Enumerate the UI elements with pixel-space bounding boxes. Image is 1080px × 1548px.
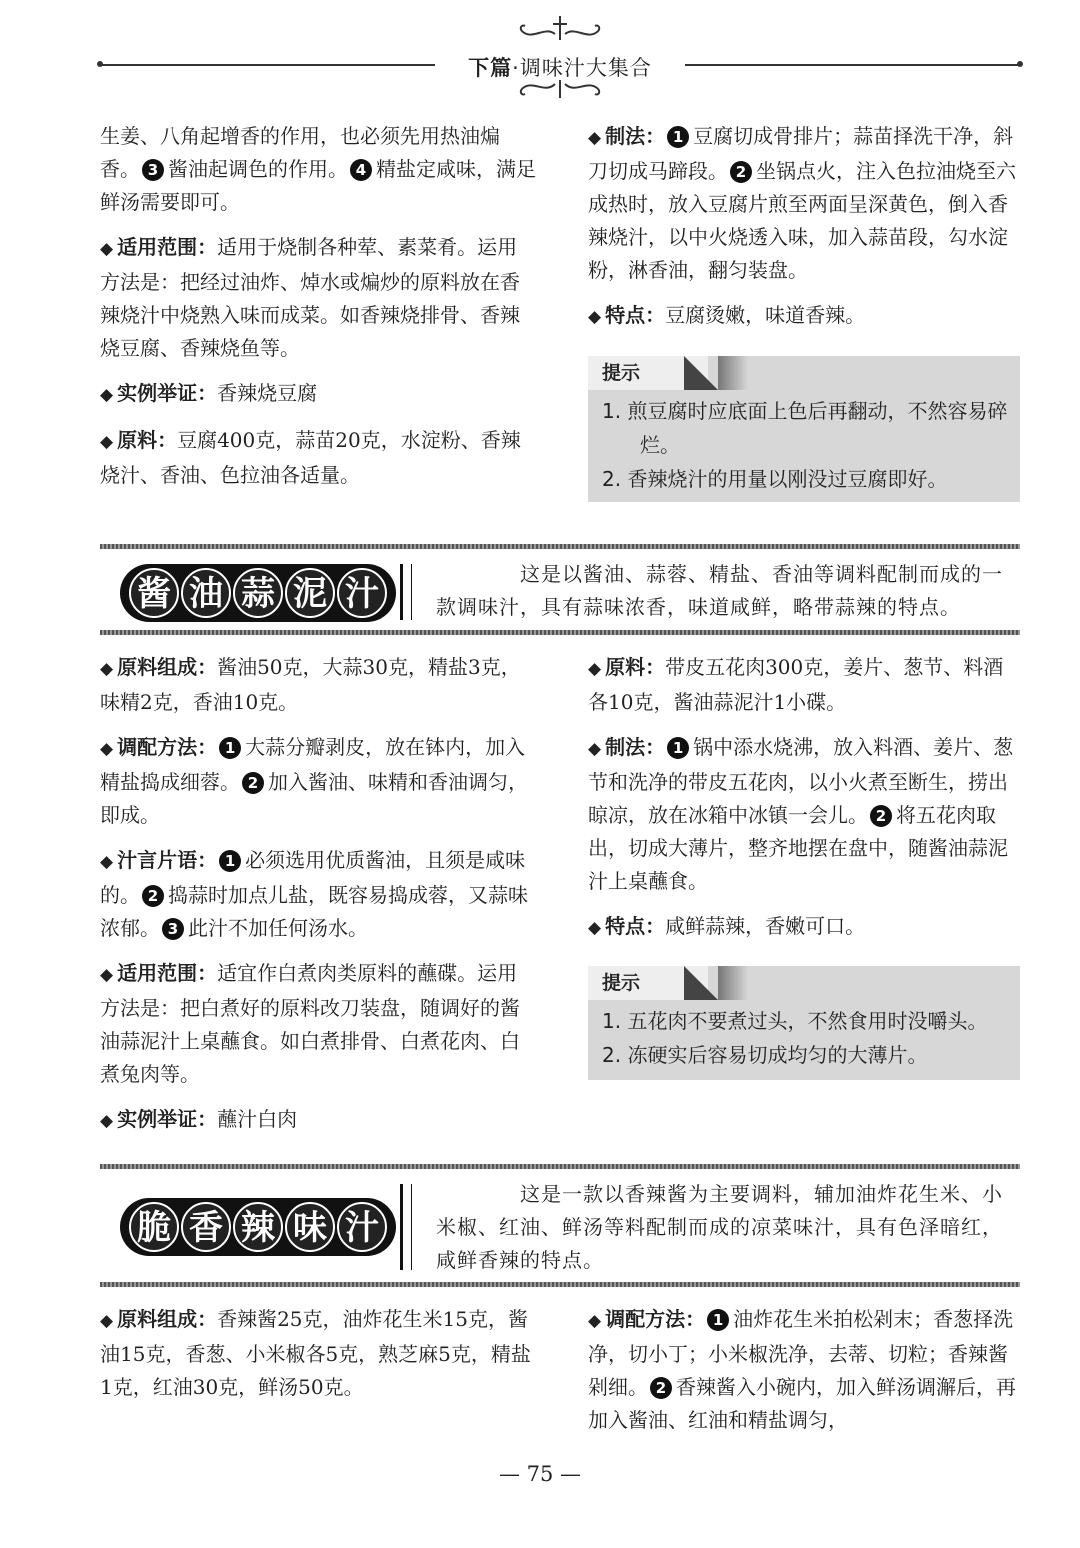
tip-item: 2. 香辣烧汁的用量以刚没过豆腐即好。 [602, 467, 948, 491]
diamond-icon: ◆ [100, 239, 114, 259]
sec1-left-column [100, 651, 536, 1150]
top-left-p1: 生姜、八角起增香的作用，也必须先用热油煸香。 3 酱油起调色的作用。 4 精盐定咸味，满足鲜汤需要即可。 [100, 124, 536, 214]
banner-rule-top [100, 1164, 1020, 1169]
banner-intro-1: 这是以酱油、蒜蓉、精盐、香油等调料配制而成的一款调味汁，具有蒜味浓香，味道咸鲜，略带蒜辣的特点。 [436, 562, 1003, 619]
number-badge-3: 3 [162, 918, 184, 940]
sec2-right-column [588, 1303, 1020, 1449]
tip-box-2 [588, 966, 1020, 1080]
tip-title: 提示 [588, 356, 708, 390]
number-badge-2: 2 [142, 885, 164, 907]
number-badge-1: 1 [707, 1309, 729, 1331]
ornament-top-icon [515, 14, 605, 44]
top-example: ◆ 实例举证：香辣烧豆腐 [100, 381, 318, 405]
sec1-composition: ◆ 原料组成：酱油50克，大蒜30克，精盐3克，味精2克，香油10克。 [100, 655, 521, 714]
banner-char: 酱 [129, 568, 179, 618]
sec1-mix-method: ◆ 调配方法： 1 大蒜分瓣剥皮，放在钵内，加入精盐捣成细蓉。 2 加入酱油、味精和香油调匀，即成。 [100, 735, 528, 827]
number-badge-2: 2 [242, 772, 264, 794]
banner-char: 汁 [337, 1202, 387, 1252]
diamond-icon: ◆ [588, 128, 602, 148]
sec1-method: ◆ 制法： 1 锅中添水烧沸，放入料酒、姜片、葱节和洗净的带皮五花肉，以小火煮至断生，捞出晾凉，放在冰箱中冰镇一会儿。 2 将五花肉取出，切成大薄片，整齐地摆在盘中，随酱油蒜泥汁上桌蘸食。 [588, 735, 1014, 893]
diamond-icon: ◆ [100, 852, 114, 872]
top-method: ◆ 制法： 1 豆腐切成骨排片；蒜苗择洗干净，斜刀切成马蹄段。 2 坐锅点火，注入色拉油烧至六成热时，放入豆腐片煎至两面呈深黄色，倒入香辣烧汁，以中火烧透入味，加入蒜苗段，勾水淀粉，淋香油，翻匀装盘。 [588, 124, 1016, 282]
tip-tab-wedge [684, 966, 718, 1000]
tip-item: 1. 煎豆腐时应底面上色后再翻动，不然容易碎烂。 [602, 399, 1008, 457]
top-left-column [100, 120, 536, 504]
banner-intro-2: 这是一款以香辣酱为主要调料，辅加油炸花生米、小米椒、红油、鲜汤等料配制而成的凉菜味汁，具有色泽暗红，咸鲜香辣的特点。 [436, 1182, 1003, 1272]
number-badge-3: 3 [142, 159, 164, 181]
tip-body [602, 1004, 1010, 1072]
banner-rule-bottom [100, 1282, 1020, 1287]
tip-item: 2. 冻硬实后容易切成均匀的大薄片。 [602, 1043, 928, 1067]
diamond-icon: ◆ [100, 1111, 114, 1131]
sec1-example: ◆ 实例举证：蘸汁白肉 [100, 1107, 298, 1131]
diamond-icon: ◆ [100, 739, 114, 759]
tip-tab-wedge [684, 356, 718, 390]
sec2-left-column [100, 1303, 536, 1416]
top-ingredients: ◆ 原料：豆腐400克，蒜苗20克，水淀粉、香辣烧汁、香油、色拉油各适量。 [100, 428, 521, 487]
number-badge-1: 1 [667, 126, 689, 148]
banner-char: 味 [285, 1202, 335, 1252]
header-title-text: 调味汁大集合 [519, 56, 652, 80]
banner-char: 泥 [285, 568, 335, 618]
banner-rule-bottom [100, 630, 1020, 635]
number-badge-4: 4 [350, 159, 372, 181]
top-scope: ◆ 适用范围：适用于烧制各种荤、素菜肴。运用方法是：把经过油炸、焯水或煸炒的原料放在香辣烧汁中烧熟入味而成菜。如香辣烧排骨、香辣烧豆腐、香辣烧鱼等。 [100, 235, 520, 360]
diamond-icon: ◆ [100, 432, 114, 452]
banner-rule-top [100, 544, 1020, 549]
top-feature: ◆ 特点：豆腐烫嫩，味道香辣。 [588, 303, 866, 327]
diamond-icon: ◆ [100, 385, 114, 405]
diamond-icon: ◆ [100, 659, 114, 679]
diamond-icon: ◆ [588, 1311, 602, 1331]
page-number: — 75 — [498, 1462, 582, 1486]
sec1-ingredients: ◆ 原料：带皮五花肉300克，姜片、葱节、料酒各10克，酱油蒜泥汁1小碟。 [588, 655, 1004, 714]
banner-char: 油 [181, 568, 231, 618]
banner-char: 汁 [337, 568, 387, 618]
diamond-icon: ◆ [588, 307, 602, 327]
header-part: 下篇 [468, 56, 513, 80]
header-dot: · [512, 56, 520, 80]
sec2-mix-method: ◆ 调配方法： 1 油炸花生米拍松剁末；香葱择洗净，切小丁；小米椒洗净，去蒂、切粒；香辣酱剁细。 2 香辣酱入小碗内，加入鲜汤调澥后，再加入酱油、红油和精盐调匀， [588, 1307, 1016, 1432]
ornament-bottom-icon [515, 76, 605, 102]
banner-title-2 [120, 1198, 396, 1256]
diamond-icon: ◆ [588, 918, 602, 938]
sec1-feature: ◆ 特点：咸鲜蒜辣，香嫩可口。 [588, 914, 866, 938]
sec1-scope: ◆ 适用范围：适宜作白煮肉类原料的蘸碟。运用方法是：把白煮好的原料改刀装盘，随调好的酱油蒜泥汁上桌蘸食。如白煮排骨、白煮花肉、白煮兔肉等。 [100, 961, 520, 1086]
tip-title: 提示 [588, 966, 708, 1000]
banner-divider [400, 564, 412, 620]
sec1-right-column [588, 651, 1020, 957]
sec2-composition: ◆ 原料组成：香辣酱25克，油炸花生米15克，酱油15克，香葱、小米椒各5克，熟芝麻5克，精盐1克，红油30克，鲜汤50克。 [100, 1307, 531, 1399]
tip-box-1 [588, 356, 1020, 502]
number-badge-2: 2 [870, 805, 892, 827]
section-banner-2 [100, 1164, 1020, 1288]
banner-char: 辣 [233, 1202, 283, 1252]
number-badge-1: 1 [219, 850, 241, 872]
banner-char: 脆 [129, 1202, 179, 1252]
section-banner-1 [100, 544, 1020, 636]
banner-divider [400, 1184, 412, 1270]
top-right-column [588, 120, 1020, 346]
number-badge-2: 2 [730, 161, 752, 183]
page-header [100, 14, 1020, 104]
banner-char: 蒜 [233, 568, 283, 618]
banner-char: 香 [181, 1202, 231, 1252]
number-badge-2: 2 [650, 1377, 672, 1399]
tip-tab-shade [718, 356, 748, 390]
banner-title-1 [120, 564, 396, 622]
diamond-icon: ◆ [588, 739, 602, 759]
tip-tab-shade [718, 966, 748, 1000]
sec1-notes: ◆ 汁言片语： 1 必须选用优质酱油，且须是咸味的。 2 捣蒜时加点儿盐，既容易捣成蓉，又蒜味浓郁。 3 此汁不加任何汤水。 [100, 848, 528, 940]
diamond-icon: ◆ [100, 1311, 114, 1331]
tip-item: 1. 五花肉不要煮过头，不然食用时没嚼头。 [602, 1009, 988, 1033]
diamond-icon: ◆ [100, 965, 114, 985]
number-badge-1: 1 [219, 737, 241, 759]
diamond-icon: ◆ [588, 659, 602, 679]
number-badge-1: 1 [667, 737, 689, 759]
tip-body [602, 394, 1010, 496]
